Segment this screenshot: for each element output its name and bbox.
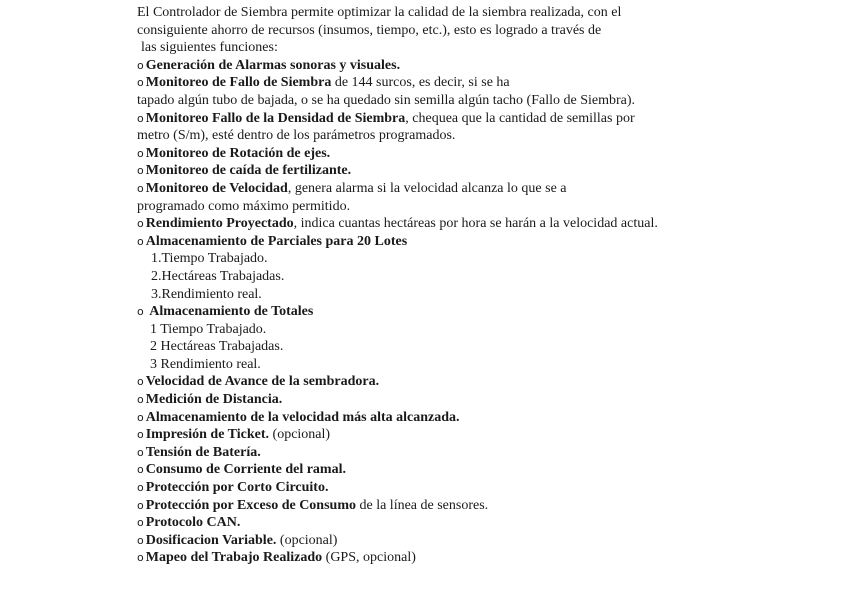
intro-line-2: consiguiente ahorro de recursos (insumos, tiempo, etc.), esto es logrado a través de — [137, 22, 602, 38]
list-item-continuation: metro (S/m), esté dentro de los parámetros programados. — [137, 128, 456, 144]
item-title: Dosificacion Variable. — [145, 532, 277, 548]
parciales-sublist — [137, 250, 737, 303]
intro-line-3: las siguientes funciones: — [141, 40, 278, 56]
list-item — [137, 145, 737, 163]
item-title: Monitoreo de Rotación de ejes. — [145, 145, 331, 161]
item-title: Monitoreo de Fallo de Siembra — [145, 75, 332, 91]
item-description: , genera alarma si la velocidad alcanza lo que se a — [287, 180, 567, 196]
list-item — [137, 549, 737, 567]
list-item — [137, 461, 737, 479]
bullet-marker: o — [137, 498, 144, 512]
list-item — [137, 180, 737, 198]
item-title: Almacenamiento de la velocidad más alta alcanzada. — [145, 409, 460, 425]
bullet-marker: o — [137, 111, 144, 125]
feature-list — [137, 57, 737, 251]
list-item — [137, 444, 737, 462]
item-title: Protección por Corto Circuito. — [145, 480, 329, 496]
bullet-marker: o — [137, 58, 144, 72]
list-item — [137, 391, 737, 409]
bullet-marker: o — [137, 428, 144, 442]
sublist-item: 1.Tiempo Trabajado. — [151, 251, 268, 267]
item-title: Generación de Alarmas sonoras y visuales. — [145, 57, 401, 73]
item-description: de 144 surcos, es decir, si se ha — [331, 75, 510, 91]
list-item — [137, 479, 737, 497]
totales-sublist — [137, 321, 737, 374]
sublist-item: 1 Tiempo Trabajado. — [150, 321, 267, 337]
item-description: (opcional) — [269, 427, 331, 443]
bullet-marker: o — [137, 551, 144, 565]
bullet-marker: o — [137, 375, 144, 389]
list-item — [137, 426, 737, 444]
intro-line-1: El Controlador de Siembra permite optimizar la calidad de la siembra realizada, con el — [137, 5, 622, 20]
bullet-marker: o — [137, 146, 144, 160]
bullet-marker: o — [137, 234, 144, 248]
bullet-marker: o — [137, 393, 144, 407]
item-title: Tensión de Batería. — [145, 444, 261, 460]
list-item — [137, 373, 737, 391]
item-description: de la línea de sensores. — [355, 497, 489, 513]
item-title: Consumo de Corriente del ramal. — [145, 462, 346, 478]
sublist-item: 3 Rendimiento real. — [150, 356, 261, 372]
bullet-marker: o — [137, 481, 144, 495]
item-title: Monitoreo Fallo de la Densidad de Siembra — [145, 110, 406, 126]
list-item-continuation: tapado algún tubo de bajada, o se ha quedado sin semilla algún tacho (Fallo de Siembra). — [137, 92, 636, 108]
sublist-item: 2.Hectáreas Trabajadas. — [151, 268, 285, 284]
item-title: Monitoreo de Velocidad — [145, 180, 288, 196]
list-item — [137, 514, 737, 532]
bullet-marker: o — [137, 305, 144, 319]
bullet-marker: o — [137, 463, 144, 477]
item-title: Impresión de Ticket. — [145, 427, 270, 443]
item-title: Mapeo del Trabajo Realizado — [145, 550, 323, 566]
list-item — [137, 162, 737, 180]
list-item — [137, 57, 737, 75]
sublist-item: 2 Hectáreas Trabajadas. — [150, 339, 284, 355]
bullet-marker: o — [137, 445, 144, 459]
list-item — [137, 74, 737, 92]
feature-list-2 — [137, 373, 737, 567]
list-item — [137, 303, 737, 321]
item-description: (opcional) — [276, 532, 338, 548]
sublist-item: 3.Rendimiento real. — [151, 286, 262, 302]
item-title: Almacenamiento de Parciales para 20 Lotes — [145, 233, 408, 249]
item-title: Monitoreo de caída de fertilizante. — [145, 163, 352, 179]
bullet-marker: o — [137, 181, 144, 195]
item-title: Velocidad de Avance de la sembradora. — [145, 374, 380, 390]
list-item — [137, 532, 737, 550]
item-description: , chequea que la cantidad de semillas por — [405, 110, 635, 126]
item-title: Rendimiento Proyectado — [145, 216, 294, 232]
list-item — [137, 110, 737, 128]
list-item — [137, 233, 737, 251]
bullet-marker: o — [137, 410, 144, 424]
item-title: Medición de Distancia. — [145, 392, 283, 408]
item-description: , indica cuantas hectáreas por hora se harán a la velocidad actual. — [293, 216, 658, 232]
list-item — [137, 409, 737, 427]
item-description: (GPS, opcional) — [322, 550, 416, 566]
document-body — [137, 4, 737, 567]
item-title: Protocolo CAN. — [145, 515, 241, 531]
bullet-marker: o — [137, 533, 144, 547]
list-item-continuation: programado como máximo permitido. — [137, 198, 351, 214]
bullet-marker: o — [137, 516, 144, 530]
list-item — [137, 497, 737, 515]
item-title: Almacenamiento de Totales — [149, 304, 314, 320]
bullet-marker: o — [137, 76, 144, 90]
list-item — [137, 215, 737, 233]
bullet-marker: o — [137, 217, 144, 231]
bullet-marker: o — [137, 164, 144, 178]
item-title: Protección por Exceso de Consumo — [145, 497, 356, 513]
